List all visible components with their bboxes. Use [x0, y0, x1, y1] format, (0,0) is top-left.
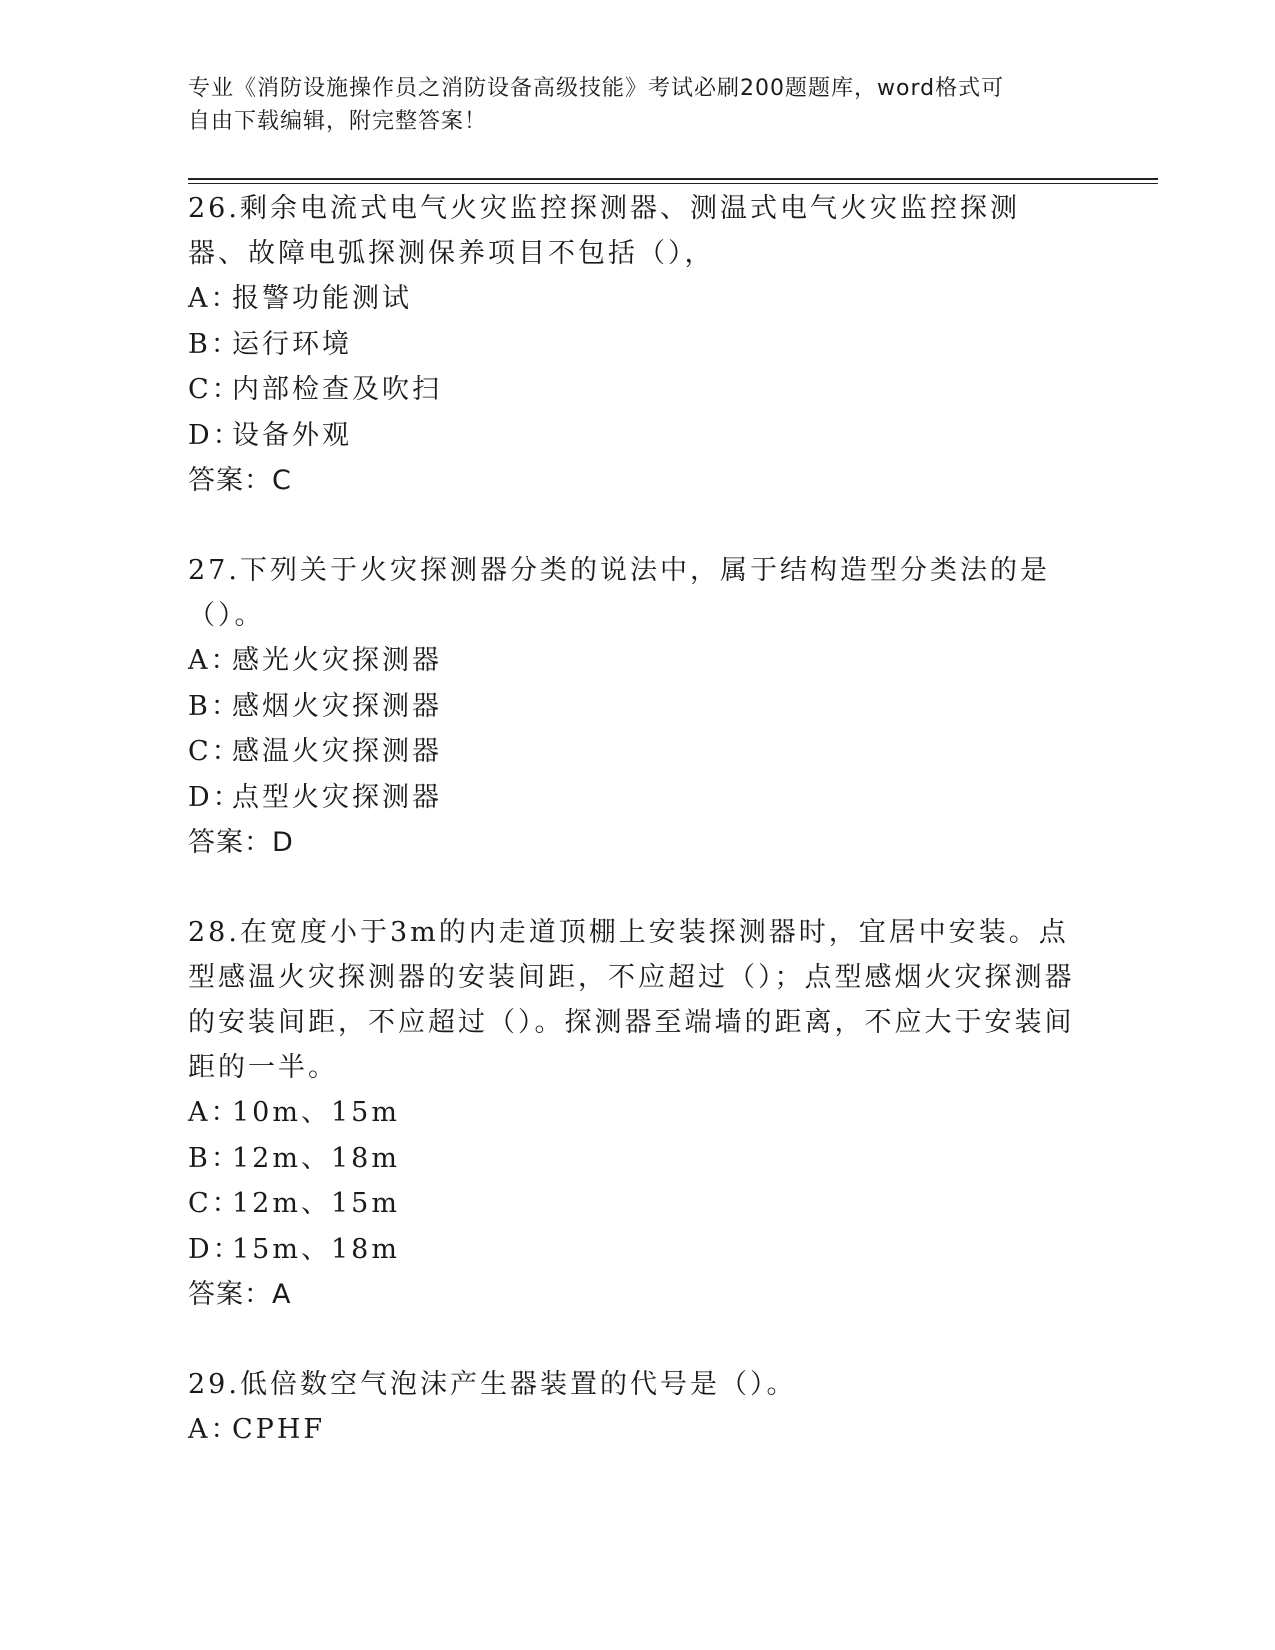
question-number: 29.	[188, 1369, 240, 1400]
option-key: B：	[188, 690, 241, 722]
question-body: 低倍数空气泡沫产生器装置的代号是（）。	[239, 1369, 797, 1400]
option-c	[188, 729, 1078, 775]
question-body: 在宽度小于3m的内走道顶棚上安装探测器时，宜居中安装。点型感温火灾探测器的安装间距，不应超过（）；点型感烟火灾探测器的安装间距，不应超过（）。探测器至端墙的距离，不应大于安装间距的一半。	[188, 917, 1075, 1083]
option-text: 12m、18m	[232, 1142, 400, 1174]
question-number: 26.	[188, 193, 240, 224]
option-b	[188, 1136, 1078, 1182]
option-key: A：	[188, 1414, 241, 1445]
option-text: 内部检查及吹扫	[232, 374, 442, 405]
answer-line	[188, 820, 1078, 866]
option-text: 15m、18m	[232, 1233, 400, 1265]
option-c	[188, 1181, 1078, 1227]
document-header	[188, 72, 1078, 138]
answer-label: 答案：	[188, 1279, 272, 1310]
header-title-line-1: 专业《消防设施操作员之消防设备高级技能》考试必刷200题题库，word格式可	[188, 76, 1005, 101]
option-text: 报警功能测试	[232, 283, 412, 314]
answer-value: C	[272, 465, 292, 496]
option-key: B：	[188, 1142, 241, 1174]
question-text	[188, 186, 1078, 276]
option-key: B：	[188, 328, 241, 360]
option-text: 设备外观	[232, 419, 352, 451]
option-c	[188, 367, 1078, 413]
option-text: 12m、15m	[232, 1188, 400, 1219]
answer-line	[188, 458, 1078, 504]
option-text: 感温火灾探测器	[232, 736, 442, 767]
option-text: 感光火灾探测器	[232, 645, 442, 676]
option-text: 运行环境	[232, 328, 352, 360]
option-a	[188, 1407, 1078, 1453]
option-d	[188, 413, 1078, 459]
question-body: 剩余电流式电气火灾监控探测器、测温式电气火灾监控探测器、故障电弧探测保养项目不包括（），	[188, 193, 1020, 269]
question-text	[188, 548, 1078, 638]
option-a	[188, 1090, 1078, 1136]
option-key: A：	[188, 283, 241, 314]
question-text	[188, 910, 1078, 1090]
header-divider	[188, 178, 1158, 184]
option-key: D：	[188, 419, 243, 451]
option-text: CPHF	[232, 1414, 326, 1445]
option-text: 10m、15m	[232, 1097, 400, 1128]
option-key: D：	[188, 1233, 243, 1265]
option-a	[188, 638, 1078, 684]
option-key: A：	[188, 1097, 241, 1128]
answer-label: 答案：	[188, 827, 272, 858]
option-b	[188, 322, 1078, 368]
question-body: 下列关于火灾探测器分类的说法中，属于结构造型分类法的是（）。	[188, 555, 1050, 631]
option-a	[188, 276, 1078, 322]
option-text: 感烟火灾探测器	[232, 690, 442, 722]
header-title-line-2: 自由下载编辑，附完整答案！	[188, 109, 488, 134]
answer-value: D	[272, 827, 294, 858]
question-28	[188, 910, 1078, 1318]
question-number: 28.	[188, 917, 240, 948]
question-text	[188, 1362, 1078, 1407]
option-text: 点型火灾探测器	[232, 781, 442, 813]
answer-value: A	[272, 1279, 292, 1310]
answer-line	[188, 1272, 1078, 1318]
option-b	[188, 684, 1078, 730]
question-29	[188, 1362, 1078, 1453]
option-key: C：	[188, 736, 242, 767]
option-key: A：	[188, 645, 241, 676]
question-26	[188, 186, 1078, 504]
option-d	[188, 1227, 1078, 1273]
option-key: D：	[188, 781, 243, 813]
question-27	[188, 548, 1078, 866]
option-d	[188, 775, 1078, 821]
answer-label: 答案：	[188, 465, 272, 496]
option-key: C：	[188, 374, 242, 405]
question-list	[188, 186, 1078, 1453]
option-key: C：	[188, 1188, 242, 1219]
question-number: 27.	[188, 555, 240, 586]
